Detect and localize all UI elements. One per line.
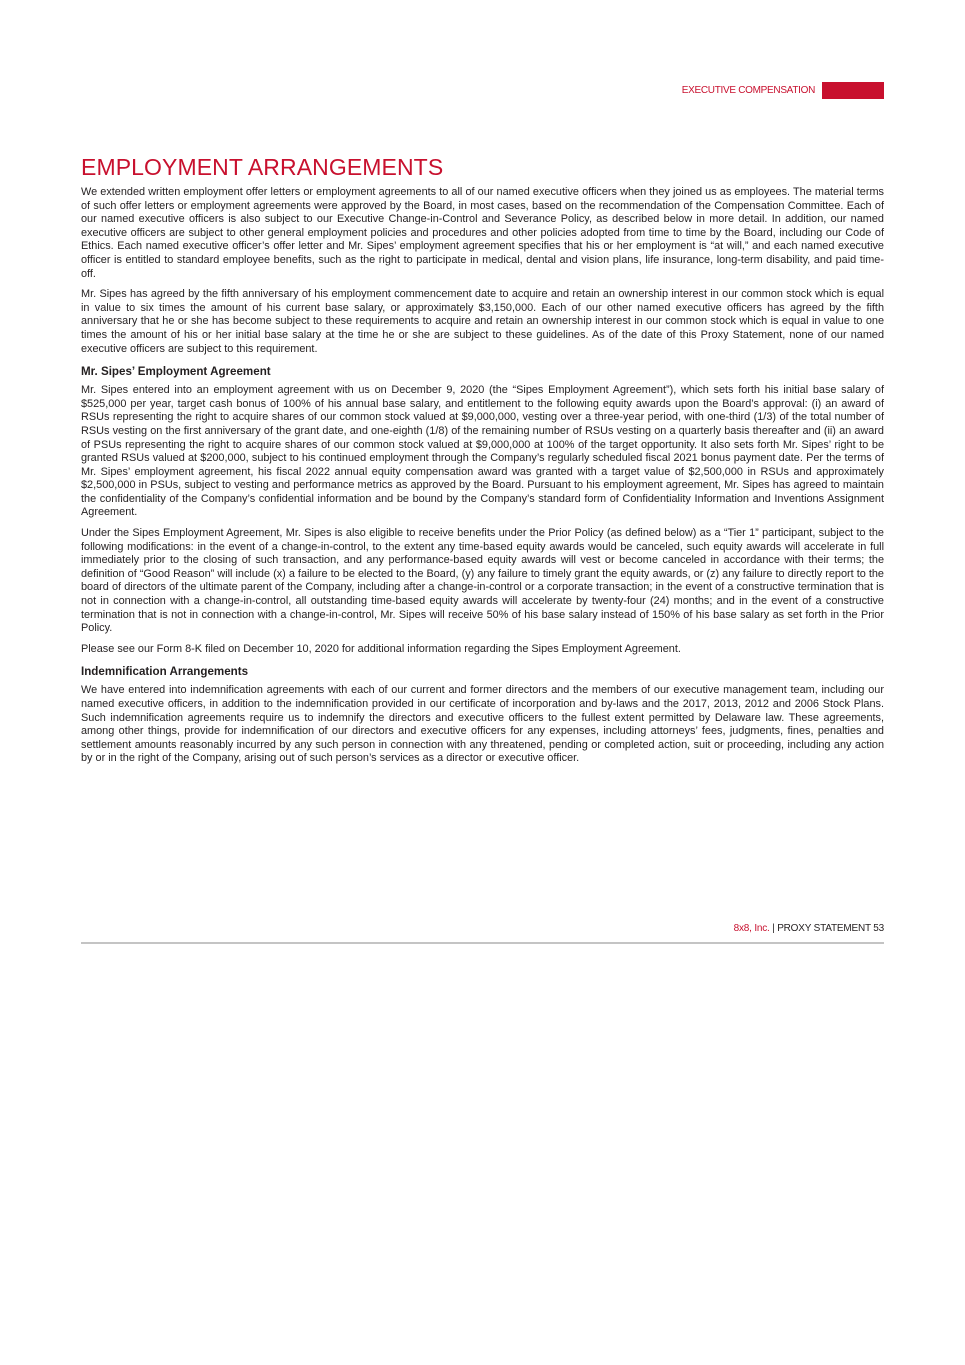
sipes-agreement-heading: Mr. Sipes’ Employment Agreement: [81, 365, 271, 379]
intro-paragraph-2: Mr. Sipes has agreed by the fifth anniversary of his employment commencement date to acquire and retain an ownership interest in our common stock which is equal in value to six times the amount of his current base salary, or approximately $3,150,000. Each of our other named executive officers has agreed by the fifth anniversary that he or she has become subject to these requirements to acquire and retain an ownership interest in our common stock which is equal in value to one times the amount of his or her initial base salary at the time he or she are subject to these guidelines. As of the date of this Proxy Statement, none of our named executive officers are subject to this requirement.: [81, 288, 884, 355]
intro-paragraph-1: We extended written employment offer letters or employment agreements to all of our named executive officers when they joined us as employees. The material terms of such offer letters or employment agreements were approved by the Board, in most cases, based on the recommendation of the Compensation Committee. Each of our named executive officers is also subject to our Executive Change-in-Control and Severance Policy, as described below in more detail. In addition, our named executive officers are subject to other general employment policies and procedures and other policies adopted from time to time by the Board, including our Code of Ethics. Each named executive officer’s offer letter and Mr. Sipes’ employment agreement specifies that his or her employment is “at will,” and each named executive officer is entitled to standard employee benefits, such as the right to participate in medical, dental and vision plans, life insurance, long-term disability, and paid time-off.: [81, 186, 884, 280]
section-label: EXECUTIVE COMPENSATION: [681, 85, 815, 96]
sipes-paragraph-1: Mr. Sipes entered into an employment agreement with us on December 9, 2020 (the “Sipes Employment Agreement”), which sets forth his initial base salary of $525,000 per year, target cash bonus of 100% of his annual base salary, and entitlement to the following equity awards upon the Board’s approval: (i) an award of RSUs representing the right to acquire shares of our common stock valued at $9,000,000, vesting over a three-year period, with one-third (1/3) of the total number of RSUs vesting on the first anniversary of the grant date, and one-eighth (1/8) of the remaining number of RSUs vesting on a quarterly basis thereafter and (ii) an award of PSUs representing the right to acquire shares of our common stock valued at $9,000,000 at 100% of the target opportunity. It also sets forth Mr. Sipes’ right to be granted RSUs valued at $200,000, subject to his continued employment through the Company’s regularly scheduled fiscal 2021 bonus payment date. Per the terms of Mr. Sipes’ employment agreement, his fiscal 2022 annual equity compensation award was granted with a target value of $2,500,000 in RSUs and approximately $2,500,000 in PSUs, subject to vesting and performance metrics as approved by the Board. Pursuant to his employment agreement, Mr. Sipes has agreed to maintain the confidentiality of the Company’s confidential information and be bound by the Company’s standard form of Confidentiality Information and Inventions Assignment Agreement.: [81, 384, 884, 519]
page-footer: [734, 922, 884, 935]
indemnification-paragraph-1: We have entered into indemnification agreements with each of our current and former directors and the members of our executive management team, including our named executive officers, in addition to the indemnification provided in our certificate of incorporation and by-laws and the 2017, 2013, 2012 and 2006 Stock Plans. Such indemnification agreements require us to indemnify the directors and executive officers to the fullest extent permitted by Delaware law. These agreements, among other things, provide for indemnification of our directors and executive officers for any expenses, including attorneys’ fees, judgments, fines, penalties and settlement amounts reasonably incurred by any such person in connection with any threatened, pending or completed action, suit or proceeding, including any action by or in the right of the Company, arising out of such person’s services as a director or executive officer.: [81, 684, 884, 765]
sipes-paragraph-2: Under the Sipes Employment Agreement, Mr. Sipes is also eligible to receive benefits under the Prior Policy (as defined below) as a “Tier 1” participant, subject to the following modifications: in the event of a change-in-control, to the extent any time-based equity awards would be canceled, such equity awards will accelerate in full immediately prior to the closing of such transaction, and any performance-based equity awards will vest or become canceled in accordance with their terms; the definition of “Good Reason” will include (x) a failure to be elected to the Board, (y) any failure to timely grant the equity awards, or (z) any failure to directly report to the board of directors of the ultimate parent of the Company, including after a change-in-control or a corporate transaction; in the event of a constructive termination that is not in connection with a change-in-control, all outstanding time-based equity awards will accelerate by twenty-four (24) months; and in the event of a constructive termination that is not in connection with a change-in-control, Mr. Sipes will receive 50% of his base salary instead of 150% of his base salary as set forth in the Prior Policy.: [81, 527, 884, 635]
page-title: EMPLOYMENT ARRANGEMENTS: [81, 154, 444, 180]
main-content: [81, 152, 884, 773]
footer-document-page: | PROXY STATEMENT 53: [769, 923, 884, 934]
indemnification-heading: Indemnification Arrangements: [81, 665, 249, 679]
footer-company: 8x8, Inc.: [733, 923, 770, 934]
footer-divider: [81, 942, 884, 944]
sipes-paragraph-3: Please see our Form 8-K filed on December 10, 2020 for additional information regarding the Sipes Employment Agreement.: [81, 642, 681, 655]
header-accent-bar: [822, 82, 884, 99]
page-header: [682, 82, 884, 99]
